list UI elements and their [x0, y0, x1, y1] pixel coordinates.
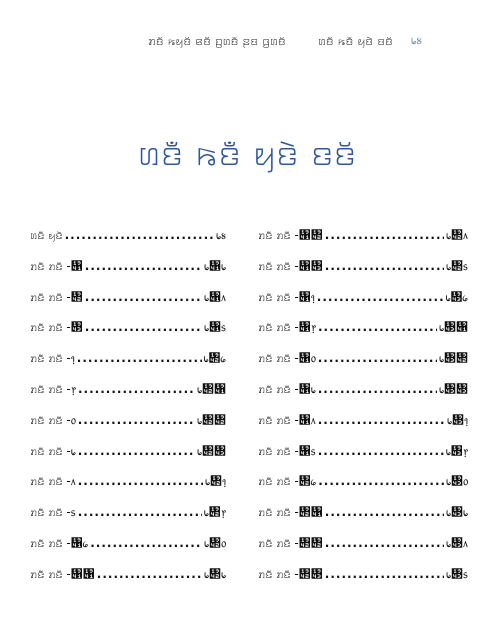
toc-entry[interactable] — [258, 351, 468, 382]
toc-entry-label: ꤊꤢꤪ ꤊꤢꤪ -᥆ — [30, 412, 76, 427]
toc-entry-label: ꤊꤢꤪ ꤊꤢꤪ -᥁᥄ — [258, 289, 315, 304]
toc-entry[interactable] — [30, 320, 226, 351]
toc-entry-label: ꤊꤢꤪ ꤊꤢꤪ -᥁᥁ — [30, 566, 95, 581]
toc-entry[interactable] — [258, 228, 468, 259]
toc-entry-page: ᥇᥃᥀ — [445, 289, 468, 304]
toc-entry-label: ꤊꤢꤪ ꤊꤢꤪ -᥈ — [30, 474, 76, 489]
toc-entry-page: ᥇᥂᥁ — [197, 381, 226, 396]
leader-dots — [318, 351, 437, 365]
toc-entry[interactable] — [30, 567, 226, 598]
toc-entry[interactable] — [258, 290, 468, 321]
toc-entry[interactable] — [258, 382, 468, 413]
toc-entry-page: ᥇᥃᥆ — [446, 474, 468, 489]
toc-entry-page: ᥇᥂᥆ — [204, 535, 226, 550]
toc-entry-label: ꤊꤢꤪ ꤊꤢꤪ -᥁᥆ — [258, 351, 316, 366]
toc-right-column — [258, 228, 468, 598]
toc-entry[interactable] — [30, 351, 226, 382]
leader-dots — [325, 505, 444, 519]
toc-entry-label: ꤊꤢꤪ ꤊꤢꤪ -᥁᥈ — [258, 412, 316, 427]
running-header-section: ꤛꤢꤪ ꤒꤢꤪ ꤟꤢꤧ ꤢꤢꤩ — [318, 34, 393, 49]
toc-entry-page: ᥇᥂᥀ — [203, 351, 226, 366]
toc-entry-label: ꤊꤢꤪ ꤊꤢꤪ -᥇ — [30, 443, 76, 458]
leader-dots — [97, 567, 202, 581]
toc-entry[interactable] — [30, 444, 226, 475]
toc-entry-label: ꤊꤢꤪ ꤊꤢꤪ -᥁᥉ — [258, 443, 316, 458]
toc-entry-label: ꤊꤢꤪ ꤊꤢꤪ -᥄ — [30, 351, 75, 366]
toc-entry-page: ᥇᥃᥃ — [439, 381, 468, 396]
toc-entry-page: ᥇᥃᥇ — [446, 505, 468, 520]
leader-dots — [78, 444, 195, 458]
toc-entry[interactable] — [30, 382, 226, 413]
leader-dots — [78, 382, 195, 396]
toc-entry-label: ꤊꤢꤪ ꤊꤢꤪ -᥁᥀ — [30, 535, 89, 550]
toc-entry-page: ᥇᥂᥉ — [446, 258, 468, 273]
toc-entry[interactable] — [30, 474, 226, 505]
toc-entry-page: ᥇᥃᥉ — [446, 566, 468, 581]
toc-entry-label: ꤊꤢꤪ ꤊꤢꤪ -᥉ — [30, 505, 76, 520]
toc-entry[interactable] — [258, 413, 468, 444]
toc-left-column — [30, 228, 226, 598]
leader-dots — [325, 228, 444, 242]
leader-dots — [325, 567, 444, 581]
toc-entry-label: ꤊꤢꤪ ꤊꤢꤪ -᥁᥇ — [258, 381, 316, 396]
table-of-contents — [0, 228, 494, 581]
toc-entry-label: ꤊꤢꤪ ꤊꤢꤪ -᥂᥀ — [258, 474, 317, 489]
leader-dots — [78, 413, 195, 427]
toc-entry-page: ᥇᥃᥈ — [446, 535, 468, 550]
toc-entry[interactable] — [258, 444, 468, 475]
toc-entry-label: ꤊꤢꤪ ꤊꤢꤪ -᥂᥂ — [258, 535, 323, 550]
toc-entry-label: ꤊꤢꤪ ꤊꤢꤪ -᥁᥂ — [258, 228, 323, 242]
toc-entry-page: ᥇᥁᥉ — [204, 320, 226, 335]
toc-entry[interactable] — [258, 536, 468, 567]
toc-entry-page: ᥇᥃᥂ — [439, 351, 468, 366]
leader-dots — [318, 413, 445, 427]
leader-dots — [85, 320, 202, 334]
leader-dots — [318, 320, 437, 334]
leader-dots — [318, 382, 437, 396]
toc-entry-page: ᥇᥂᥃ — [197, 443, 226, 458]
toc-entry-label: ꤊꤢꤪ ꤊꤢꤪ -᥂᥁ — [258, 505, 323, 520]
toc-entry-label: ꤛꤢꤪ ꤟꤢꤧ — [30, 228, 63, 242]
toc-entry-label: ꤊꤢꤪ ꤊꤢꤪ -᥃ — [30, 320, 83, 335]
toc-entry-label: ꤊꤢꤪ ꤊꤢꤪ -᥅ — [30, 381, 76, 396]
toc-entry-page: ᥇᥁᥇ — [204, 258, 226, 273]
toc-entry[interactable] — [258, 259, 468, 290]
toc-entry-label: ꤊꤢꤪ ꤊꤢꤪ -᥁᥃ — [258, 258, 323, 273]
toc-entry-page: ᥇᥂᥈ — [446, 228, 468, 242]
toc-entry-page: ᥇᥂᥅ — [203, 505, 226, 520]
toc-entry-label: ꤊꤢꤪ ꤊꤢꤪ -᥁ — [30, 258, 83, 273]
toc-entry-label: ꤊꤢꤪ ꤊꤢꤪ -᥁᥅ — [258, 320, 316, 335]
leader-dots — [90, 536, 202, 550]
toc-entry[interactable] — [258, 505, 468, 536]
toc-entry[interactable] — [30, 259, 226, 290]
toc-entry-page: ᥇᥃᥄ — [446, 412, 468, 427]
leader-dots — [78, 505, 202, 519]
leader-dots — [325, 536, 444, 550]
toc-entry-label: ꤊꤢꤪ ꤊꤢꤪ -᥂ — [30, 289, 83, 304]
toc-entry[interactable] — [258, 320, 468, 351]
leader-dots — [77, 351, 202, 365]
toc-entry-page: ᥇᥃᥅ — [445, 443, 468, 458]
toc-entry-page: ᥇᥂᥂ — [197, 412, 226, 427]
toc-entry-page: ᥇᥂᥄ — [204, 474, 226, 489]
page-title: ꤛꤢꤪ ꤒꤢꤪ ꤟꤢꤧ ꤢꤢꤩ — [137, 130, 357, 174]
leader-dots — [318, 474, 444, 488]
toc-entry-page: ᥇᥂᥇ — [204, 566, 226, 581]
leader-dots — [65, 228, 214, 242]
toc-entry[interactable] — [30, 536, 226, 567]
toc-entry[interactable] — [258, 567, 468, 598]
page-number: ᥇᥍ — [411, 33, 422, 48]
leader-dots — [325, 259, 444, 273]
leader-dots — [78, 474, 203, 488]
leader-dots — [85, 290, 202, 304]
leader-dots — [317, 290, 444, 304]
toc-entry-page: ᥇᥍ — [216, 228, 226, 242]
toc-entry[interactable] — [30, 413, 226, 444]
toc-entry-page: ᥇᥃᥁ — [439, 320, 468, 335]
toc-entry-label: ꤊꤢꤪ ꤊꤢꤪ -᥂᥃ — [258, 566, 323, 581]
leader-dots — [318, 444, 444, 458]
toc-entry[interactable] — [30, 290, 226, 321]
running-header-title: ꤊꤢꤪ ꤒꤟꤢꤩ ꤕꤢꤪ ꤑꤛꤢꤪ ꤔꤢ ꤞꤛꤢꤩ — [148, 34, 286, 49]
leader-dots — [85, 259, 202, 273]
toc-entry[interactable] — [258, 474, 468, 505]
toc-entry[interactable] — [30, 505, 226, 536]
toc-entry[interactable] — [30, 228, 226, 259]
toc-entry-page: ᥇᥁᥈ — [204, 289, 226, 304]
